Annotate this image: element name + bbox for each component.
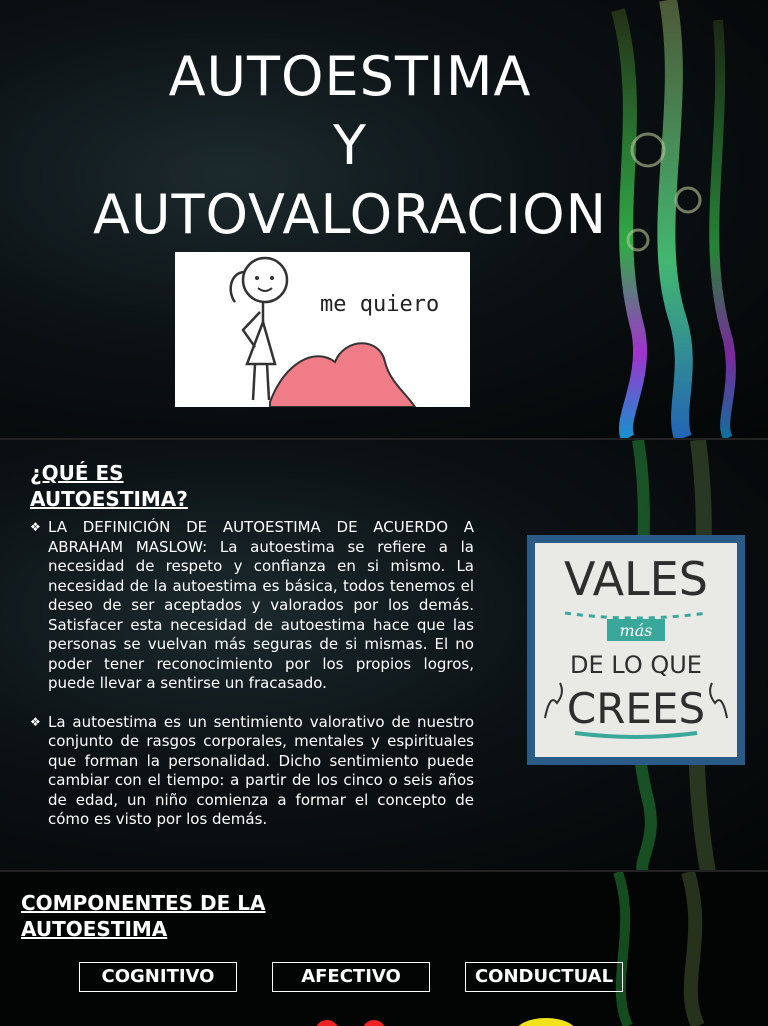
poster-word-1: VALES bbox=[564, 552, 708, 606]
definition-text bbox=[30, 518, 474, 862]
title-line-2: Y bbox=[333, 114, 367, 177]
paragraph-text: LA DEFINICIÓN DE AUTOESTIMA DE ACUERDO A ABRAHAM MASLOW: La autoestima se refiere a la necesidad de respeto y confianza en si mismo. La necesidad de la autoestima es básica, todos tenemos el deseo de ser aceptados y valorados por los demás. Satisfacer esta necesidad de autoestima hace que las personas se vuelvan más seguras de si mismas. El no poder tener reconocimiento por los propios logros, puede llevar a sentirse un fracasado. bbox=[48, 518, 474, 692]
vales-mas-poster bbox=[527, 535, 745, 765]
section-heading bbox=[30, 460, 188, 512]
paragraph bbox=[30, 713, 474, 830]
poster-word-2: más bbox=[619, 621, 653, 640]
title-line-1: AUTOESTIMA bbox=[168, 45, 532, 108]
poster-word-3: DE LO QUE bbox=[570, 651, 702, 679]
heading-line-2: AUTOESTIMA? bbox=[30, 487, 188, 511]
slide-components bbox=[0, 870, 768, 1026]
diamond-bullet-icon: ❖ bbox=[30, 520, 41, 534]
neon-decoration bbox=[578, 872, 768, 1026]
image-caption: me quiero bbox=[320, 292, 440, 317]
diamond-bullet-icon: ❖ bbox=[30, 714, 41, 729]
slide-definition bbox=[0, 438, 768, 872]
heading-line-2: AUTOESTIMA bbox=[21, 917, 168, 941]
girl-heart-drawing bbox=[175, 252, 470, 407]
slide-title bbox=[0, 0, 768, 438]
component-box-conductual: CONDUCTUAL bbox=[465, 962, 623, 992]
poster-artwork bbox=[535, 543, 737, 757]
poster-word-4: CREES bbox=[566, 684, 706, 733]
section-heading bbox=[21, 890, 266, 942]
heading-line-1: ¿QUÉ ES bbox=[30, 461, 124, 485]
component-box-cognitivo: COGNITIVO bbox=[79, 962, 237, 992]
heading-line-1: COMPONENTES DE LA bbox=[21, 891, 266, 915]
component-box-afectivo: AFECTIVO bbox=[272, 962, 430, 992]
red-circle-decoration bbox=[362, 1020, 386, 1026]
me-quiero-illustration bbox=[175, 252, 470, 407]
title-line-3: AUTOVALORACION bbox=[93, 183, 607, 246]
paragraph bbox=[30, 518, 474, 694]
paragraph-text: La autoestima es un sentimiento valorativo de nuestro conjunto de rasgos corporales, mentales y espirituales que forman la personalidad. Dicho sentimiento puede cambiar con el tiempo: a partir de los cinco o seis años de edad, un niño comienza a formar el concepto de cómo es visto por los demás. bbox=[48, 712, 474, 828]
red-circle-decoration bbox=[315, 1020, 339, 1026]
yellow-shape-decoration bbox=[515, 1018, 577, 1026]
